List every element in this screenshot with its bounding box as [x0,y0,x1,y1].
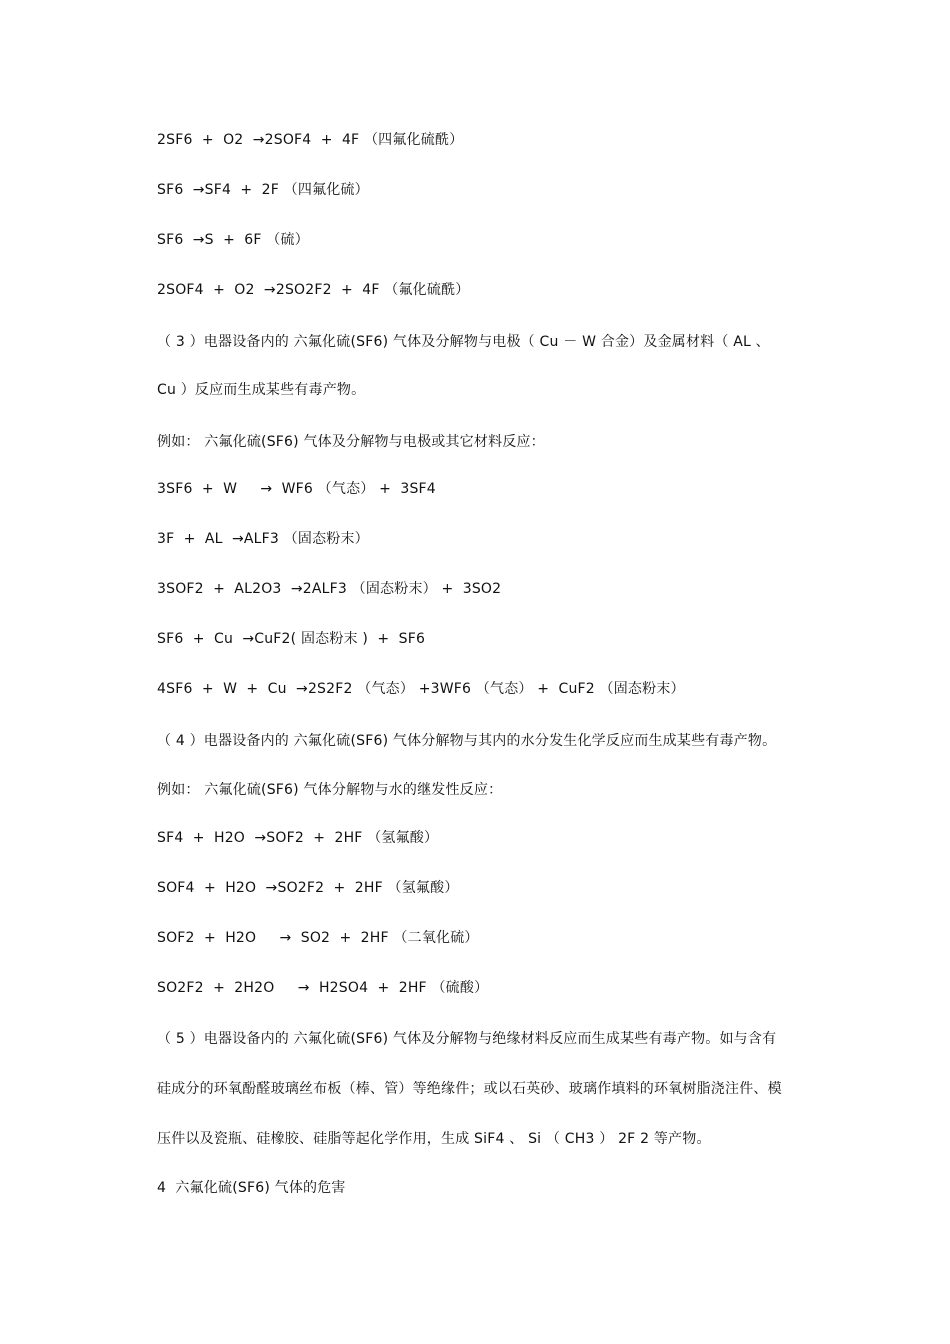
paragraph-4: （ 4 ）电器设备内的 六氟化硫(SF6) 气体分解物与其内的水分发生化学反应而生成某些有毒产物。 [157,733,777,749]
reaction-line-5: 3SF6 + W → WF6 （气态） + 3SF4 [157,481,436,497]
reaction-line-7: 3SOF2 + AL2O3 →2ALF3 （固态粉末） + 3SO2 [157,581,502,597]
reaction-line-6: 3F + AL →ALF3 （固态粉末） [157,531,369,547]
reaction-line-2: SF6 →SF4 + 2F （四氟化硫） [157,182,369,198]
paragraph-3-line-2: Cu ）反应而生成某些有毒产物。 [157,382,366,398]
reaction-line-12: SOF2 + H2O → SO2 + 2HF （二氧化硫） [157,930,479,946]
reaction-line-9: 4SF6 + W + Cu →2S2F2 （气态） +3WF6 （气态） + CuF2 （固态粉末） [157,681,685,697]
reaction-line-13: SO2F2 + 2H2O → H2SO4 + 2HF （硫酸） [157,980,489,996]
paragraph-5-line-2: 硅成分的环氧酚醛玻璃丝布板（棒、管）等绝缘件；或以石英砂、玻璃作填料的环氧树脂浇注件、模 [157,1081,782,1097]
reaction-line-10: SF4 + H2O →SOF2 + 2HF （氢氟酸） [157,830,439,846]
section-heading-4: 4 六氟化硫(SF6) 气体的危害 [157,1180,346,1196]
reaction-line-4: 2SOF4 + O2 →2SO2F2 + 4F （氟化硫酰） [157,282,470,298]
example-intro-2: 例如： 六氟化硫(SF6) 气体分解物与水的继发性反应： [157,782,503,798]
reaction-line-8: SF6 + Cu →CuF2( 固态粉末 ) + SF6 [157,631,426,647]
reaction-line-11: SOF4 + H2O →SO2F2 + 2HF （氢氟酸） [157,880,459,896]
reaction-line-3: SF6 →S + 6F （硫） [157,232,309,248]
paragraph-3-line-1: （ 3 ）电器设备内的 六氟化硫(SF6) 气体及分解物与电极（ Cu － W 合金）及金属材料（ AL 、 [157,334,770,350]
example-intro-1: 例如： 六氟化硫(SF6) 气体及分解物与电极或其它材料反应： [157,434,545,450]
reaction-line-1: 2SF6 + O2 →2SOF4 + 4F （四氟化硫酰） [157,132,464,148]
paragraph-5-line-3: 压件以及瓷瓶、硅橡胶、硅脂等起化学作用，生成 SiF4 、 Si （ CH3 ） 2F 2 等产物。 [157,1131,711,1147]
paragraph-5-line-1: （ 5 ）电器设备内的 六氟化硫(SF6) 气体及分解物与绝缘材料反应而生成某些有毒产物。如与含有 [157,1031,777,1047]
